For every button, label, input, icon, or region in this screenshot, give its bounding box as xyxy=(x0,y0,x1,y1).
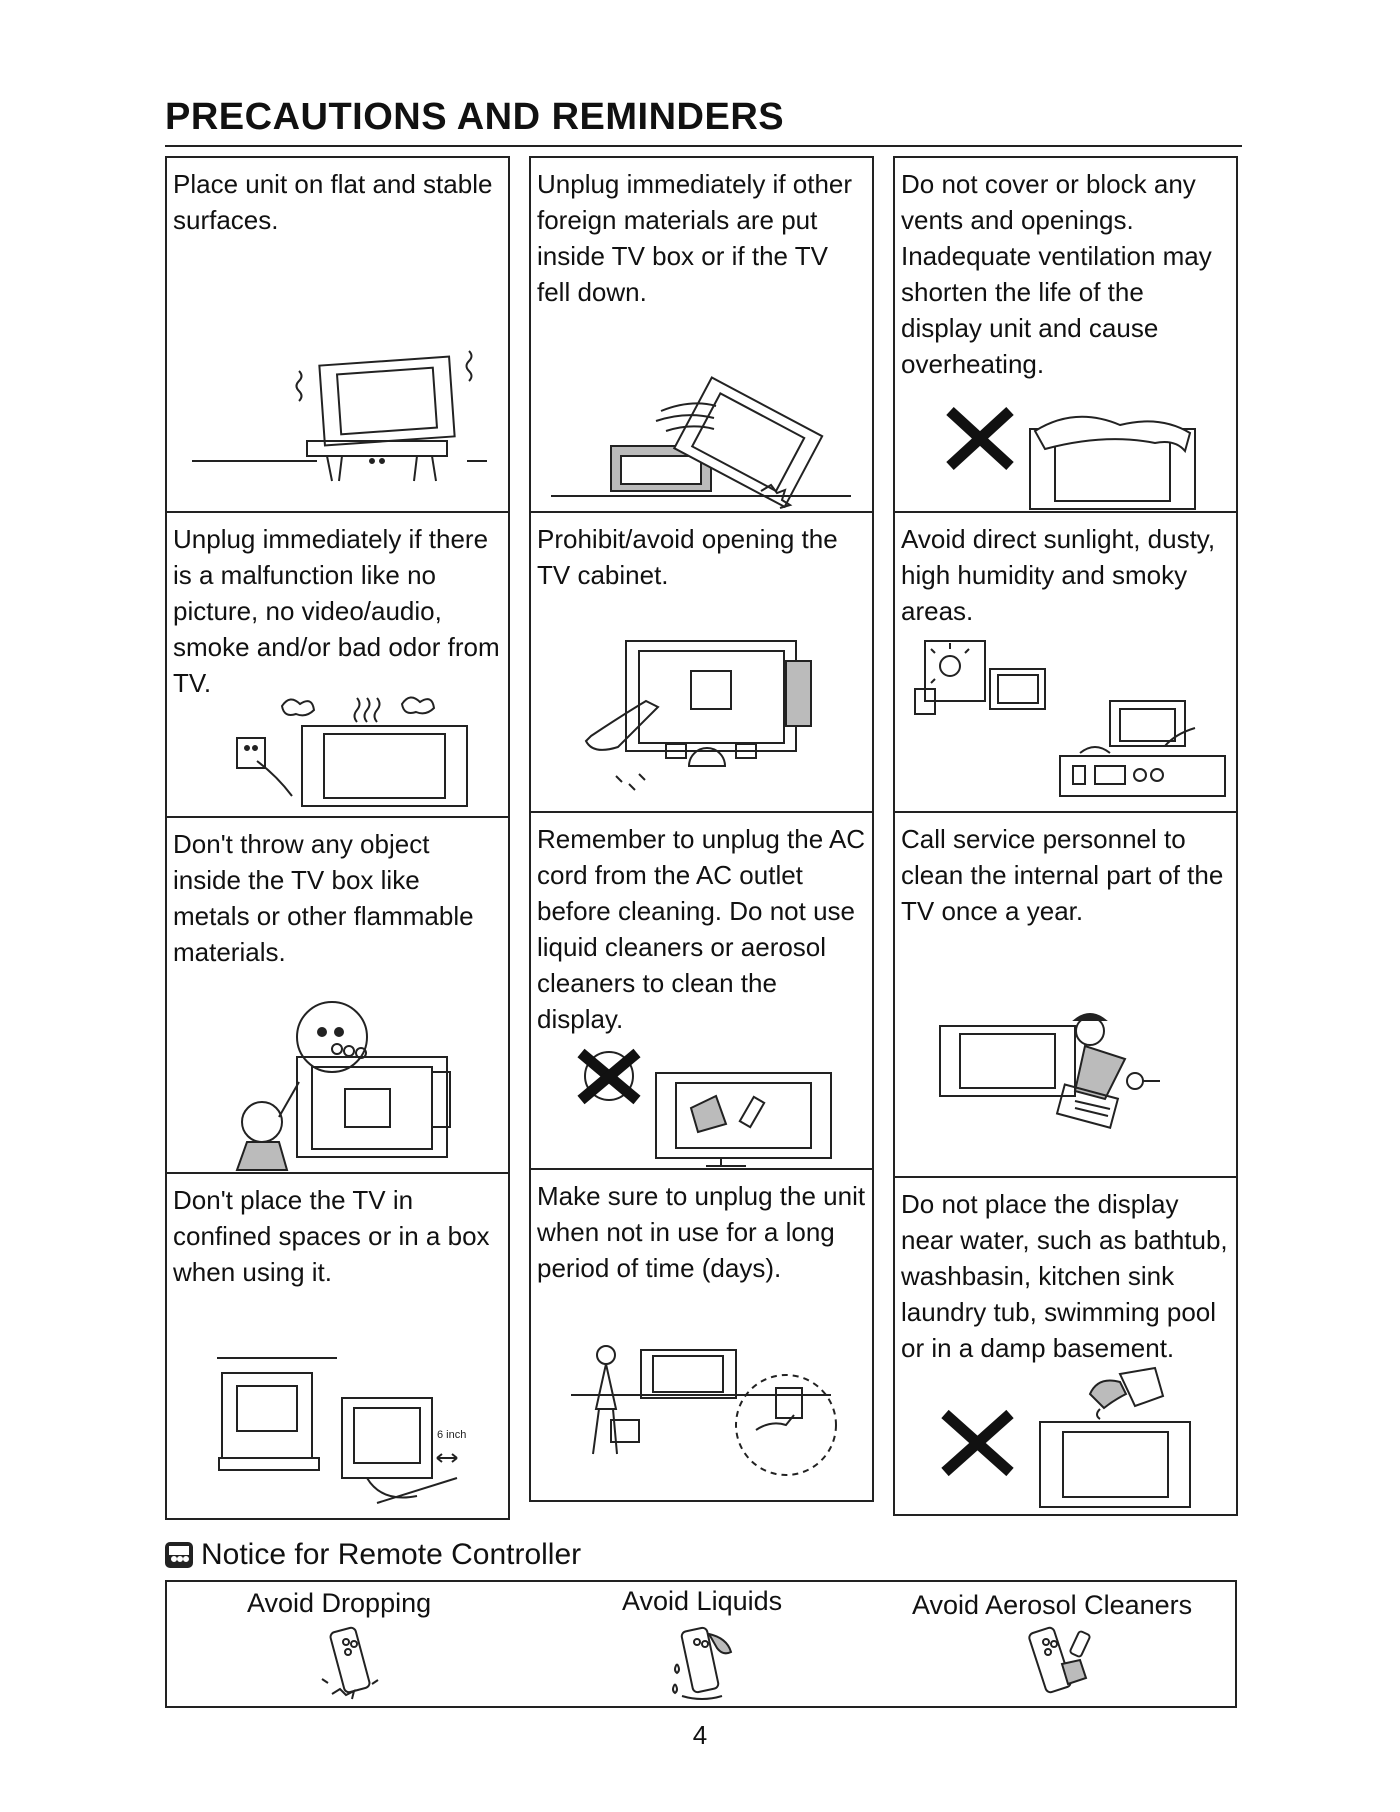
precaution-text: Make sure to unplug the unit when not in use for a long period of time (days). xyxy=(537,1181,866,1283)
tv-fell-illustration xyxy=(531,371,872,511)
precaution-text: Remember to unplug the AC cord from the AC outlet before cleaning. Do not use liquid cleaners or aerosol cleaners to clean the display. xyxy=(537,824,866,1034)
precautions-column-3 xyxy=(893,156,1238,1516)
precaution-cell xyxy=(531,1170,872,1500)
precaution-cell xyxy=(531,513,872,813)
confined-space-illustration xyxy=(167,1328,508,1518)
notice-title: Notice for Remote Controller xyxy=(201,1538,582,1571)
title-rule xyxy=(165,145,1242,147)
precaution-cell xyxy=(895,1178,1236,1514)
precaution-cell xyxy=(531,158,872,513)
remote-aerosol-icon xyxy=(1022,1624,1102,1704)
ventilation-illustration xyxy=(895,401,1236,511)
precaution-text: Unplug immediately if there is a malfunction like no picture, no video/audio, smoke and/or bad odor from TV. xyxy=(173,524,500,698)
precautions-column-2 xyxy=(529,156,874,1502)
precaution-text: Unplug immediately if other foreign materials are put inside TV box or if the TV fell down. xyxy=(537,169,853,307)
precaution-cell xyxy=(167,513,508,818)
precaution-text: Do not place the display near water, such as bathtub, washbasin, kitchen sink laundry tub, swimming pool or in a damp basement. xyxy=(901,1189,1228,1363)
environment-illustration xyxy=(895,631,1236,811)
clearance-label: 6 inch xyxy=(437,1429,467,1441)
precaution-cell xyxy=(895,813,1236,1178)
notice-item-label: Avoid Dropping xyxy=(247,1588,432,1618)
notice-box xyxy=(165,1580,1237,1708)
notice-remote-icon xyxy=(165,1542,193,1568)
precaution-text: Don't throw any object inside the TV box like metals or other flammable materials. xyxy=(173,829,474,967)
precautions-column-1 xyxy=(165,156,510,1520)
precaution-cell xyxy=(895,513,1236,813)
cleaning-illustration xyxy=(531,1048,872,1168)
page-title: PRECAUTIONS AND REMINDERS xyxy=(165,96,785,138)
precaution-cell xyxy=(531,813,872,1170)
notice-heading xyxy=(165,1538,581,1572)
unplug-illustration xyxy=(531,1310,872,1500)
precaution-text: Prohibit/avoid opening the TV cabinet. xyxy=(537,524,838,590)
page-number: 4 xyxy=(692,1720,708,1750)
precaution-text: Call service personnel to clean the internal part of the TV once a year. xyxy=(901,824,1224,926)
precaution-cell xyxy=(167,158,508,513)
stable-surface-illustration xyxy=(167,321,508,511)
precaution-text: Avoid direct sunlight, dusty, high humidity and smoky areas. xyxy=(901,524,1216,626)
notice-item-label: Avoid Aerosol Cleaners xyxy=(912,1590,1193,1620)
water-illustration xyxy=(895,1364,1236,1514)
notice-item-label: Avoid Liquids xyxy=(622,1586,783,1616)
precaution-cell xyxy=(167,1174,508,1518)
precaution-cell xyxy=(895,158,1236,513)
remote-drop-icon xyxy=(317,1624,387,1704)
malfunction-illustration xyxy=(167,686,508,816)
precaution-text: Do not cover or block any vents and openings. Inadequate ventilation may shorten the life of the display unit and cause overheating. xyxy=(901,169,1212,379)
precaution-text: Don't place the TV in confined spaces or in a box when using it. xyxy=(173,1185,490,1287)
precaution-text: Place unit on flat and stable surfaces. xyxy=(173,169,493,235)
foreign-objects-illustration xyxy=(167,997,508,1172)
precaution-cell xyxy=(167,818,508,1174)
cabinet-illustration xyxy=(531,626,872,811)
remote-liquid-icon xyxy=(667,1624,737,1704)
service-illustration xyxy=(895,996,1236,1176)
